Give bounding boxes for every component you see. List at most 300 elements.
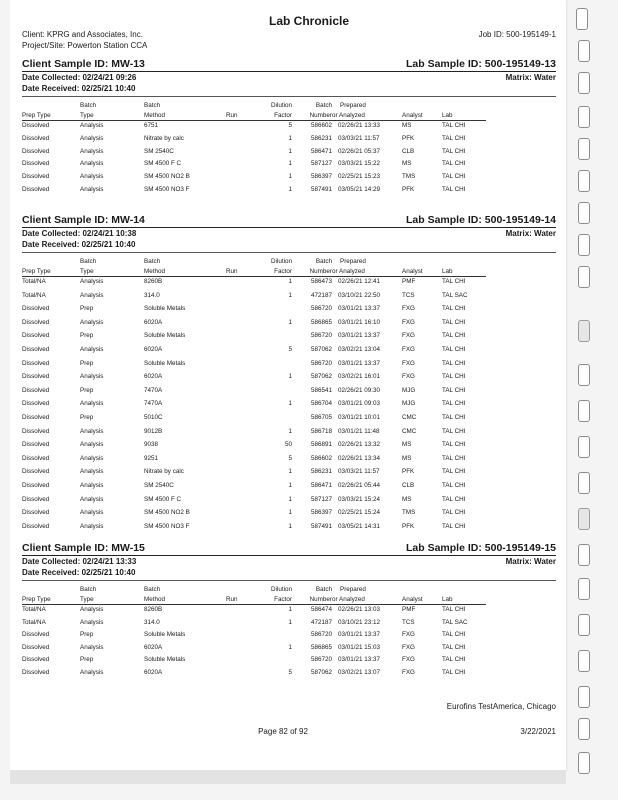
- table-cell-dil: 1: [288, 160, 292, 168]
- table-cell-lab: TAL CHI: [442, 441, 466, 449]
- table-cell-lab: TAL CHI: [442, 278, 466, 285]
- client-sample-id: Client Sample ID: MW-13: [22, 58, 145, 70]
- table-cell-dil: 1: [288, 318, 292, 326]
- binder-tab: [578, 436, 590, 458]
- table-cell-lab: TAL CHI: [442, 495, 466, 503]
- table-cell-type: Analysis: [80, 373, 104, 381]
- binder-tab: [578, 544, 590, 566]
- binder-tab: [578, 508, 590, 530]
- table-cell-batch: 586471: [310, 147, 332, 155]
- table-cell-lab: TAL CHI: [442, 656, 466, 664]
- table-cell-lab: TAL CHI: [442, 134, 466, 142]
- table-cell-batch: 586720: [310, 305, 332, 313]
- table-cell-prep: Dissolved: [22, 173, 50, 181]
- table-cell-date: 02/25/21 15:24: [338, 509, 381, 517]
- table-cell-prep: Dissolved: [22, 414, 50, 421]
- table-cell-batch: 587062: [310, 669, 332, 676]
- table-cell-date: 03/03/21 15:24: [338, 495, 381, 503]
- date-collected: Date Collected: 02/24/21 13:33: [22, 557, 137, 566]
- table-cell-type: Analysis: [80, 618, 104, 626]
- table-cell-analyst: PFK: [402, 186, 415, 193]
- table-cell-lab: TAL CHI: [442, 160, 466, 168]
- table-cell-analyst: FXG: [402, 631, 415, 639]
- column-header: Run: [226, 112, 238, 119]
- table-cell-method: SM 2540C: [144, 482, 174, 489]
- table-header-rule: [22, 604, 486, 605]
- table-cell-date: 03/02/21 16:01: [338, 373, 381, 381]
- table-cell-dil: 1: [288, 482, 292, 489]
- table-cell-lab: TAL CHI: [442, 631, 466, 639]
- column-header: Prepared: [340, 586, 366, 593]
- table-cell-type: Analysis: [80, 291, 104, 299]
- column-header: Lab: [442, 268, 453, 275]
- table-cell-prep: Dissolved: [22, 522, 50, 530]
- table-cell-analyst: TMS: [402, 509, 416, 517]
- table-cell-prep: Dissolved: [22, 454, 50, 462]
- column-header: Prep Type: [22, 112, 51, 119]
- table-cell-type: Prep: [80, 332, 94, 340]
- table-cell-method: 7470A: [144, 386, 163, 394]
- table-cell-type: Analysis: [80, 346, 104, 353]
- table-cell-dil: 1: [288, 509, 292, 517]
- table-cell-dil: 1: [288, 427, 292, 435]
- table-cell-lab: TAL CHI: [442, 400, 466, 408]
- table-cell-batch: 586720: [310, 359, 332, 367]
- table-cell-type: Analysis: [80, 482, 104, 489]
- table-cell-date: 02/26/21 09:30: [338, 386, 381, 394]
- table-cell-analyst: MS: [402, 495, 412, 503]
- table-cell-lab: TAL CHI: [442, 414, 466, 421]
- column-header: Analyst: [402, 596, 423, 603]
- table-cell-analyst: PFK: [402, 134, 415, 142]
- table-cell-analyst: TCS: [402, 291, 415, 299]
- date-collected: Date Collected: 02/24/21 10:38: [22, 229, 137, 238]
- table-cell-analyst: PFK: [402, 468, 415, 476]
- lab-sample-id: Lab Sample ID: 500-195149-15: [406, 542, 556, 554]
- column-header: Analyst: [402, 112, 423, 119]
- table-cell-lab: TAL SAC: [442, 291, 468, 299]
- table-cell-prep: Dissolved: [22, 147, 50, 155]
- table-cell-date: 03/01/21 16:10: [338, 318, 381, 326]
- table-cell-date: 03/01/21 15:03: [338, 643, 381, 651]
- column-header: Prepared: [340, 258, 366, 265]
- binder-tab: [578, 472, 590, 494]
- job-id: Job ID: 500-195149-1: [478, 30, 556, 39]
- table-cell-date: 03/10/21 22:50: [338, 291, 381, 299]
- table-cell-lab: TAL CHI: [442, 147, 466, 155]
- table-cell-batch: 586473: [310, 278, 332, 285]
- table-cell-dil: 1: [288, 186, 292, 193]
- table-cell-prep: Dissolved: [22, 495, 50, 503]
- column-header: Factor: [274, 596, 292, 603]
- index-tabs: [574, 0, 618, 800]
- table-cell-type: Analysis: [80, 643, 104, 651]
- table-cell-analyst: CLB: [402, 147, 415, 155]
- table-cell-prep: Dissolved: [22, 122, 50, 129]
- column-header: Run: [226, 596, 238, 603]
- binder-tab: [578, 718, 590, 740]
- table-cell-type: Analysis: [80, 400, 104, 408]
- table-cell-type: Analysis: [80, 173, 104, 181]
- table-cell-analyst: FXG: [402, 359, 415, 367]
- table-cell-lab: TAL CHI: [442, 346, 466, 353]
- table-cell-method: 7470A: [144, 400, 163, 408]
- table-cell-date: 03/03/21 15:22: [338, 160, 381, 168]
- table-cell-analyst: TCS: [402, 618, 415, 626]
- table-cell-method: Soluble Metals: [144, 332, 186, 340]
- table-cell-lab: TAL CHI: [442, 386, 466, 394]
- table-cell-batch: 587062: [310, 373, 332, 381]
- column-header: Dilution: [271, 102, 292, 109]
- binder-tab: [578, 72, 590, 94]
- table-cell-type: Analysis: [80, 509, 104, 517]
- table-cell-date: 02/26/21 13:32: [338, 441, 381, 449]
- table-cell-date: 03/01/21 10:01: [338, 414, 381, 421]
- table-cell-prep: Dissolved: [22, 359, 50, 367]
- table-cell-prep: Dissolved: [22, 186, 50, 193]
- table-cell-type: Analysis: [80, 278, 104, 285]
- table-cell-lab: TAL CHI: [442, 332, 466, 340]
- table-cell-dil: 1: [288, 606, 292, 613]
- column-header: Number: [309, 112, 332, 119]
- table-cell-batch: 587062: [310, 346, 332, 353]
- table-cell-method: SM 4500 NO3 F: [144, 522, 190, 530]
- table-cell-analyst: CLB: [402, 482, 415, 489]
- table-cell-analyst: FXG: [402, 373, 415, 381]
- table-cell-method: Soluble Metals: [144, 359, 186, 367]
- footer-lab-name: Eurofins TestAmerica, Chicago: [446, 702, 556, 711]
- table-cell-dil: 50: [284, 441, 292, 449]
- table-cell-method: Nitrate by calc: [144, 134, 184, 142]
- table-cell-method: 9012B: [144, 427, 163, 435]
- table-cell-analyst: MJG: [402, 400, 416, 408]
- table-cell-lab: TAL CHI: [442, 669, 466, 676]
- table-cell-lab: TAL CHI: [442, 318, 466, 326]
- binder-tab: [578, 106, 590, 128]
- table-cell-date: 03/05/21 14:31: [338, 522, 381, 530]
- table-cell-date: 02/26/21 13:33: [338, 122, 381, 129]
- table-cell-prep: Dissolved: [22, 631, 50, 639]
- table-cell-date: 03/02/21 13:07: [338, 669, 381, 676]
- table-cell-lab: TAL CHI: [442, 427, 466, 435]
- table-cell-batch: 586720: [310, 332, 332, 340]
- table-cell-type: Prep: [80, 305, 94, 313]
- table-cell-prep: Dissolved: [22, 427, 50, 435]
- table-cell-type: Analysis: [80, 468, 104, 476]
- table-cell-lab: TAL CHI: [442, 186, 466, 193]
- table-cell-analyst: FXG: [402, 669, 415, 676]
- table-cell-method: 9038: [144, 441, 159, 449]
- table-cell-prep: Dissolved: [22, 656, 50, 664]
- table-cell-dil: 5: [288, 346, 292, 353]
- table-cell-prep: Dissolved: [22, 160, 50, 168]
- page-title: Lab Chronicle: [268, 14, 349, 28]
- binder-tab: [578, 364, 590, 386]
- table-cell-dil: 1: [288, 522, 292, 530]
- date-received: Date Received: 02/25/21 10:40: [22, 240, 136, 249]
- table-cell-type: Prep: [80, 359, 94, 367]
- table-cell-batch: 587491: [310, 186, 332, 193]
- table-cell-method: SM 4500 F C: [144, 160, 182, 168]
- table-cell-batch: 586471: [310, 482, 332, 489]
- table-cell-batch: 586231: [310, 134, 332, 142]
- table-cell-lab: TAL CHI: [442, 606, 466, 613]
- binder-tab: [578, 650, 590, 672]
- table-cell-dil: 1: [288, 643, 292, 651]
- table-cell-method: 314.0: [144, 291, 160, 299]
- section-rule: [22, 555, 556, 556]
- table-cell-method: 314.0: [144, 618, 160, 626]
- table-cell-method: Soluble Metals: [144, 305, 186, 313]
- table-cell-prep: Dissolved: [22, 482, 50, 489]
- table-cell-method: 6020A: [144, 643, 163, 651]
- table-cell-lab: TAL CHI: [442, 305, 466, 313]
- table-cell-batch: 586602: [310, 122, 332, 129]
- table-cell-lab: TAL CHI: [442, 509, 466, 517]
- table-cell-lab: TAL CHI: [442, 522, 466, 530]
- table-cell-batch: 587127: [310, 160, 332, 168]
- table-cell-prep: Dissolved: [22, 373, 50, 381]
- client-sample-id: Client Sample ID: MW-14: [22, 214, 145, 226]
- matrix: Matrix: Water: [505, 73, 556, 82]
- matrix: Matrix: Water: [505, 229, 556, 238]
- table-cell-analyst: MS: [402, 122, 412, 129]
- binder-tab: [578, 170, 590, 192]
- binder-tab: [578, 266, 590, 288]
- binder-tab: [578, 138, 590, 160]
- page-bottom-edge: [10, 770, 566, 784]
- table-cell-dil: 1: [288, 495, 292, 503]
- table-cell-analyst: FXG: [402, 346, 415, 353]
- table-cell-analyst: PFK: [402, 522, 415, 530]
- column-header: Prep Type: [22, 596, 51, 603]
- table-cell-type: Analysis: [80, 669, 104, 676]
- table-cell-method: 9251: [144, 454, 159, 462]
- column-header: Type: [80, 112, 94, 119]
- table-cell-prep: Dissolved: [22, 332, 50, 340]
- table-cell-type: Prep: [80, 414, 94, 421]
- table-cell-date: 03/01/21 11:48: [338, 427, 380, 435]
- table-cell-date: 03/01/21 13:37: [338, 332, 381, 340]
- table-cell-date: 03/10/21 23:12: [338, 618, 381, 626]
- section-subrule: [22, 580, 556, 581]
- table-cell-method: 6020A: [144, 669, 163, 676]
- table-cell-lab: TAL CHI: [442, 643, 466, 651]
- table-cell-prep: Total/NA: [22, 278, 46, 285]
- table-cell-batch: 586705: [310, 414, 332, 421]
- table-cell-type: Analysis: [80, 441, 104, 449]
- table-cell-dil: 1: [288, 134, 292, 142]
- table-cell-prep: Dissolved: [22, 305, 50, 313]
- column-header: Batch: [315, 102, 332, 109]
- table-cell-analyst: FXG: [402, 643, 415, 651]
- binder-tab: [578, 578, 590, 600]
- table-cell-type: Analysis: [80, 122, 104, 129]
- table-cell-lab: TAL CHI: [442, 373, 466, 381]
- column-header: Prepared: [340, 102, 366, 109]
- table-cell-prep: Total/NA: [22, 606, 46, 613]
- table-cell-type: Analysis: [80, 318, 104, 326]
- table-cell-type: Prep: [80, 631, 94, 639]
- table-cell-dil: 1: [288, 400, 292, 408]
- table-cell-analyst: CMC: [402, 414, 417, 421]
- table-cell-analyst: PMF: [402, 278, 416, 285]
- column-header: Batch: [80, 586, 97, 593]
- table-cell-prep: Dissolved: [22, 346, 50, 353]
- table-cell-method: 8260B: [144, 278, 163, 285]
- table-cell-analyst: CMC: [402, 427, 417, 435]
- column-header: Prep Type: [22, 268, 51, 275]
- table-cell-prep: Dissolved: [22, 468, 50, 476]
- section-rule: [22, 71, 556, 72]
- table-cell-dil: 1: [288, 618, 292, 626]
- table-cell-type: Analysis: [80, 606, 104, 613]
- table-cell-batch: 586231: [310, 468, 332, 476]
- table-cell-type: Analysis: [80, 454, 104, 462]
- column-header: or Analyzed: [332, 268, 365, 275]
- table-cell-date: 03/01/21 09:03: [338, 400, 381, 408]
- table-cell-batch: 586720: [310, 656, 332, 664]
- table-cell-batch: 586541: [310, 386, 332, 394]
- table-cell-lab: TAL CHI: [442, 482, 466, 489]
- date-collected: Date Collected: 02/24/21 09:26: [22, 73, 137, 82]
- column-header: Factor: [274, 268, 292, 275]
- column-header: Batch: [315, 258, 332, 265]
- table-cell-method: 8260B: [144, 606, 163, 613]
- column-header: Lab: [442, 112, 453, 119]
- table-cell-dil: 5: [288, 669, 292, 676]
- table-cell-prep: Dissolved: [22, 509, 50, 517]
- section-subrule: [22, 96, 556, 97]
- client-sample-id: Client Sample ID: MW-15: [22, 542, 145, 554]
- table-cell-method: Nitrate by calc: [144, 468, 184, 476]
- table-cell-date: 02/26/21 05:44: [338, 482, 381, 489]
- table-cell-type: Analysis: [80, 427, 104, 435]
- table-cell-lab: TAL CHI: [442, 122, 466, 129]
- table-cell-batch: 586865: [310, 318, 332, 326]
- table-cell-lab: TAL CHI: [442, 359, 466, 367]
- date-received: Date Received: 02/25/21 10:40: [22, 84, 136, 93]
- table-cell-analyst: MS: [402, 441, 412, 449]
- table-cell-method: Soluble Metals: [144, 656, 186, 664]
- table-cell-batch: 586704: [310, 400, 332, 408]
- table-cell-batch: 586397: [310, 509, 332, 517]
- table-cell-type: Analysis: [80, 186, 104, 193]
- table-cell-prep: Dissolved: [22, 318, 50, 326]
- table-cell-analyst: MJG: [402, 386, 416, 394]
- column-header: Type: [80, 596, 94, 603]
- footer-date: 3/22/2021: [520, 727, 556, 736]
- table-cell-date: 03/02/21 13:04: [338, 346, 381, 353]
- table-cell-batch: 586865: [310, 643, 332, 651]
- table-cell-dil: 1: [288, 173, 292, 181]
- table-cell-date: 03/03/21 11:57: [338, 134, 380, 142]
- table-cell-batch: 586474: [310, 606, 332, 613]
- table-cell-batch: 586891: [310, 441, 332, 449]
- table-cell-date: 02/26/21 12:41: [338, 278, 381, 285]
- table-cell-type: Analysis: [80, 134, 104, 142]
- binder-tab: [578, 234, 590, 256]
- matrix: Matrix: Water: [505, 557, 556, 566]
- table-cell-method: SM 4500 NO2 B: [144, 173, 190, 181]
- table-header-rule: [22, 276, 486, 277]
- table-cell-batch: 586720: [310, 631, 332, 639]
- table-cell-dil: 1: [288, 373, 292, 381]
- binder-tab: [578, 614, 590, 636]
- column-header: Type: [80, 268, 94, 275]
- table-cell-analyst: FXG: [402, 656, 415, 664]
- client-name: Client: KPRG and Associates, Inc.: [22, 30, 143, 39]
- column-header: or Analyzed: [332, 112, 365, 119]
- table-cell-lab: TAL CHI: [442, 454, 466, 462]
- table-cell-method: 6020A: [144, 373, 163, 381]
- table-cell-batch: 587127: [310, 495, 332, 503]
- section-rule: [22, 227, 556, 228]
- column-header: Method: [144, 112, 166, 119]
- column-header: Batch: [144, 102, 161, 109]
- date-received: Date Received: 02/25/21 10:40: [22, 568, 136, 577]
- table-cell-method: 6020A: [144, 318, 163, 326]
- table-cell-batch: 472187: [310, 618, 332, 626]
- table-cell-type: Prep: [80, 386, 94, 394]
- column-header: Number: [309, 596, 332, 603]
- table-cell-date: 03/01/21 13:37: [338, 656, 381, 664]
- table-cell-date: 02/26/21 13:03: [338, 606, 381, 613]
- column-header: Method: [144, 268, 166, 275]
- table-cell-dil: 1: [288, 147, 292, 155]
- column-header: or Analyzed: [332, 596, 365, 603]
- column-header: Batch: [315, 586, 332, 593]
- table-cell-method: SM 4500 NO3 F: [144, 186, 190, 193]
- table-cell-date: 03/05/21 14:29: [338, 186, 381, 193]
- table-cell-type: Analysis: [80, 160, 104, 168]
- project-site: Project/Site: Powerton Station CCA: [22, 41, 148, 50]
- column-header: Method: [144, 596, 166, 603]
- table-cell-type: Analysis: [80, 522, 104, 530]
- table-cell-type: Analysis: [80, 147, 104, 155]
- table-cell-prep: Dissolved: [22, 134, 50, 142]
- table-cell-method: SM 4500 NO2 B: [144, 509, 190, 517]
- table-cell-batch: 587491: [310, 522, 332, 530]
- column-header: Batch: [144, 586, 161, 593]
- table-cell-prep: Dissolved: [22, 669, 50, 676]
- table-cell-type: Analysis: [80, 495, 104, 503]
- column-header: Dilution: [271, 586, 292, 593]
- table-cell-analyst: MS: [402, 454, 412, 462]
- column-header: Lab: [442, 596, 453, 603]
- table-cell-dil: 1: [288, 278, 292, 285]
- table-cell-batch: 586718: [310, 427, 332, 435]
- table-cell-prep: Dissolved: [22, 400, 50, 408]
- table-cell-method: 6751: [144, 122, 159, 129]
- table-cell-batch: 472187: [310, 291, 332, 299]
- footer-page-number: Page 82 of 92: [258, 727, 308, 736]
- lab-sample-id: Lab Sample ID: 500-195149-13: [406, 58, 556, 70]
- table-cell-date: 03/01/21 13:37: [338, 631, 381, 639]
- column-header: Dilution: [271, 258, 292, 265]
- table-cell-prep: Dissolved: [22, 643, 50, 651]
- table-cell-analyst: FXG: [402, 332, 415, 340]
- table-cell-date: 03/01/21 13:37: [338, 305, 381, 313]
- table-cell-dil: 5: [288, 122, 292, 129]
- table-cell-date: 02/26/21 13:34: [338, 454, 381, 462]
- table-cell-prep: Dissolved: [22, 386, 50, 394]
- table-cell-date: 02/26/21 05:37: [338, 147, 381, 155]
- table-cell-dil: 1: [288, 291, 292, 299]
- column-header: Number: [309, 268, 332, 275]
- table-cell-dil: 1: [288, 468, 292, 476]
- table-cell-method: 5010C: [144, 414, 163, 421]
